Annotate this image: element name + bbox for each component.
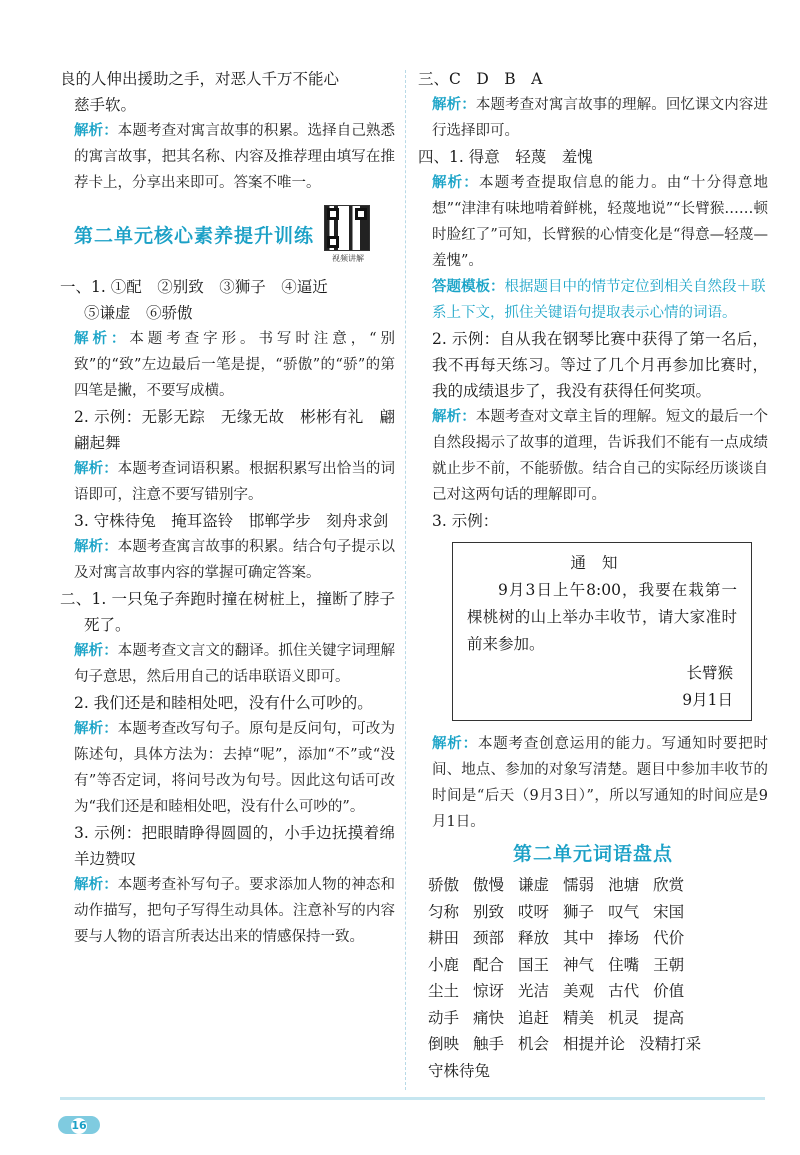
s2-q3: 3. 示例：把眼睛睁得圆圆的，小手边抚摸着绵羊边赞叹 — [74, 824, 395, 868]
word-item: 耕田 — [428, 929, 460, 947]
word-item: 相提并论 — [563, 1035, 626, 1053]
word-item: 欣赏 — [653, 876, 685, 894]
s4-q1: 四、1. 得意 轻蔑 羞愧 — [418, 148, 593, 166]
word-item: 释放 — [518, 929, 550, 947]
left-column — [60, 66, 395, 950]
word-row — [428, 1005, 768, 1032]
s2-q1: 二、1. 一只兔子奔跑时撞在树桩上，撞断了脖子死了。 — [60, 590, 395, 634]
word-item: 价值 — [653, 982, 685, 1000]
analysis-block: 解析：本题考查文言文的翻译。抓住关键字词理解句子意思，然后用自己的话串联语义即可。 — [74, 643, 396, 685]
page-number-badge — [58, 1116, 100, 1134]
word-item: 机灵 — [608, 1008, 640, 1027]
words-title: 第二单元词语盘点 — [512, 843, 673, 865]
analysis-block: 解析：本题考查对寓言故事的积累。选择自己熟悉的寓言故事，把其名称、内容及推荐理由填写在推荐卡上，分享出来即可。答案不唯一。 — [74, 123, 396, 191]
word-item: 颈部 — [473, 929, 505, 947]
word-item: 傲慢 — [473, 876, 505, 894]
word-item: 骄傲 — [428, 876, 460, 894]
analysis-block: 解析：本题考查补写句子。要求添加人物的神态和动作描写，把句子写得生动具体。注意补写的内容要与人物的语言所表达出来的情感保持一致。 — [74, 877, 396, 945]
word-item: 追赶 — [518, 1008, 550, 1027]
qr-code[interactable] — [324, 205, 372, 264]
word-item: 痛快 — [473, 1008, 505, 1027]
word-item: 神气 — [563, 955, 595, 974]
word-item: 懦弱 — [563, 876, 595, 894]
unit-title-row — [60, 202, 395, 266]
page-number: 16 — [71, 1119, 87, 1132]
word-item: 狮子 — [563, 902, 595, 921]
word-item: 池塘 — [608, 876, 640, 894]
word-item: 提高 — [653, 1008, 685, 1027]
word-row — [428, 1031, 768, 1058]
word-item: 触手 — [473, 1035, 505, 1053]
s2-q2: 2. 我们还是和睦相处吧，没有什么可吵的。 — [74, 694, 373, 712]
intro-line-1: 良的人伸出援助之手，对恶人千万不能心 — [60, 70, 340, 88]
word-item: 国王 — [518, 955, 550, 974]
s1-q3: 3. 守株待兔 掩耳盗铃 邯郸学步 刻舟求剑 — [74, 512, 389, 530]
word-item: 其中 — [563, 929, 595, 947]
qr-code-icon — [324, 205, 370, 251]
analysis-block: 解析：本题考查词语积累。根据积累写出恰当的词语即可，注意不要写错别字。 — [74, 461, 396, 503]
s4-q2: 2. 示例：自从我在钢琴比赛中获得了第一名后，我不再每天练习。等过了几个月再参加比赛时，我的成绩退步了，我没有获得任何奖项。 — [432, 330, 768, 400]
word-item: 光洁 — [518, 982, 550, 1000]
word-row — [428, 872, 768, 899]
notice-body: 9月3日上午8:00，我要在栽第一棵桃树的山上举办丰收节，请大家准时前来参加。 — [467, 581, 737, 653]
s3-answers: 三、C D B A — [418, 70, 543, 88]
word-item: 别致 — [473, 902, 505, 921]
word-item: 小鹿 — [428, 955, 460, 974]
s4-q3: 3. 示例： — [432, 512, 499, 530]
word-item: 精美 — [563, 1008, 595, 1027]
notice-date: 9月1日 — [682, 691, 733, 709]
analysis-block: 解析：本题考查字形。书写时注意，“别致”的“致”左边最后一笔是提，“骄傲”的“骄”的第四笔是撇，不要写成横。 — [74, 331, 395, 399]
word-item: 谦虚 — [518, 876, 550, 894]
notice-sign: 长臂猴 — [686, 664, 733, 682]
word-item: 机会 — [518, 1035, 550, 1053]
answer-template: 答题模板：根据题目中的情节定位到相关自然段＋联系上下文，抓住关键语句提取表示心情的词语。 — [432, 279, 766, 321]
word-row — [428, 952, 768, 979]
word-item: 捧场 — [608, 929, 640, 947]
unit-title: 第二单元核心素养提升训练 — [74, 224, 315, 247]
word-row — [428, 1058, 768, 1085]
s1-q2: 2. 示例：无影无踪 无缘无故 彬彬有礼 翩翩起舞 — [74, 408, 395, 452]
word-item: 匀称 — [428, 902, 460, 921]
word-item: 倒映 — [428, 1035, 460, 1053]
word-item: 哎呀 — [518, 902, 550, 921]
analysis-block: 解析：本题考查对寓言故事的理解。回忆课文内容进行选择即可。 — [432, 97, 769, 139]
footer-line — [60, 1097, 765, 1100]
word-item: 惊讶 — [473, 982, 505, 1000]
word-item: 动手 — [428, 1008, 460, 1027]
word-item: 没精打采 — [639, 1035, 702, 1053]
word-item: 代价 — [653, 929, 685, 947]
word-item: 宋国 — [653, 902, 685, 921]
word-list — [418, 872, 768, 1084]
word-row — [428, 978, 768, 1005]
word-row — [428, 925, 768, 952]
notice-box — [452, 542, 752, 721]
analysis-block: 解析：本题考查对文章主旨的理解。短文的最后一个自然段揭示了故事的道理，告诉我们不能有一点成绩就止步不前，不能骄傲。结合自己的实际经历谈谈自己对这两句话的理解即可。 — [432, 409, 769, 503]
word-item: 古代 — [608, 982, 640, 1000]
s1-q1: 一、1. ①配 ②别致 ③狮子 ④逼近 — [60, 278, 328, 296]
column-divider — [405, 70, 406, 1090]
word-item: 尘土 — [428, 982, 460, 1000]
word-item: 叹气 — [608, 902, 640, 921]
analysis-block: 解析：本题考查改写句子。原句是反问句，可改为陈述句，具体方法为：去掉“呢”，添加“不”或“没有”等否定词，将问号改为句号。因此这句话可改为“我们还是和睦相处吧，没有什么可吵的”。 — [74, 721, 396, 815]
analysis-block: 解析：本题考查寓言故事的积累。结合句子提示以及对寓言故事内容的掌握可确定答案。 — [74, 539, 396, 581]
word-row — [428, 899, 768, 926]
analysis-block: 解析：本题考查提取信息的能力。由“十分得意地想”“津津有味地啃着鲜桃，轻蔑地说”“长臂猴……顿时脸红了”可知，长臂猴的心情变化是“得意—轻蔑—羞愧”。 — [432, 175, 769, 269]
word-item: 住嘴 — [608, 955, 640, 974]
word-item: 王朝 — [653, 955, 685, 974]
qr-caption: 视频讲解 — [332, 253, 365, 263]
word-item: 守株待兔 — [428, 1061, 491, 1080]
word-item: 美观 — [563, 982, 595, 1000]
s1-q1b: ⑤谦虚 ⑥骄傲 — [84, 304, 193, 322]
analysis-block: 解析：本题考查创意运用的能力。写通知时要把时间、地点、参加的对象写清楚。题目中参加丰收节的时间是“后天（9月3日）”，所以写通知的时间应是9月1日。 — [432, 736, 769, 830]
right-column — [418, 66, 768, 1084]
notice-title: 通知 — [570, 554, 634, 572]
intro-line-2: 慈手软。 — [74, 96, 137, 114]
word-item: 配合 — [473, 955, 505, 974]
